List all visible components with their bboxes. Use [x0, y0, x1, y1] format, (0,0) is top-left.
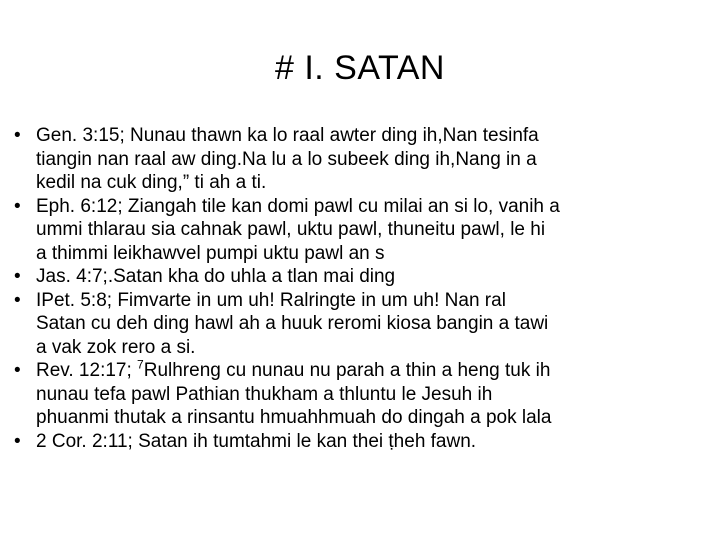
bullet-icon: •: [14, 430, 21, 452]
bullet-line: a thimmi leikhawvel pumpi uktu pawl an s: [36, 242, 385, 264]
bullet-icon: •: [14, 195, 21, 217]
bullet-item-1-peter: [14, 289, 714, 360]
bullet-icon: •: [14, 360, 21, 381]
bullet-line: 2 Cor. 2:11; Satan ih tumtahmi le kan thei ṭheh fawn.: [36, 430, 477, 452]
verse-text: Rulhreng cu nunau nu parah a thin a heng tuk ih: [143, 360, 551, 381]
slide-title: # I. SATAN: [274, 49, 445, 87]
bullet-line: Jas. 4:7;.Satan kha do uhla a tlan mai ding: [36, 266, 396, 287]
bullet-list: [14, 124, 714, 453]
bullet-item-genesis: [14, 124, 714, 195]
bullet-icon: •: [14, 289, 21, 311]
verse-number: 7: [137, 357, 144, 372]
bullet-line: nunau tefa pawl Pathian thukham a thluntu le Jesuh ih: [36, 383, 493, 405]
bullet-line: Gen. 3:15; Nunau thawn ka lo raal awter ding ih,Nan tesinfa: [36, 125, 539, 146]
bullet-line-first: [36, 359, 714, 383]
bullet-line: IPet. 5:8; Fimvarte in um uh! Ralringte in um uh! Nan ral: [36, 289, 506, 311]
bullet-item-revelation: [14, 359, 714, 430]
bullet-item-james: [14, 265, 714, 289]
bullet-line: Satan cu deh ding hawl ah a huuk reromi kiosa bangin a tawi: [36, 313, 549, 334]
bullet-item-2-corinthians: [14, 430, 714, 454]
bullet-line: tiangin nan raal aw ding.Na lu a lo subeek ding ih,Nang in a: [36, 148, 537, 170]
bullet-line: kedil na cuk ding,” ti ah a ti.: [36, 172, 267, 193]
verse-reference: Rev. 12:17;: [36, 360, 138, 381]
bullet-line: phuanmi thutak a rinsantu hmuahhmuah do dingah a pok lala: [36, 407, 552, 428]
bullet-icon: •: [14, 125, 21, 146]
bullet-icon: •: [14, 266, 21, 287]
bullet-line: a vak zok rero a si.: [36, 336, 196, 358]
bullet-line: Eph. 6:12; Ziangah tile kan domi pawl cu milai an si lo, vanih a: [36, 195, 560, 217]
bullet-line: ummi thlarau sia cahnak pawl, uktu pawl, thuneitu pawl, le hi: [36, 219, 546, 240]
bullet-item-ephesians: [14, 195, 714, 266]
